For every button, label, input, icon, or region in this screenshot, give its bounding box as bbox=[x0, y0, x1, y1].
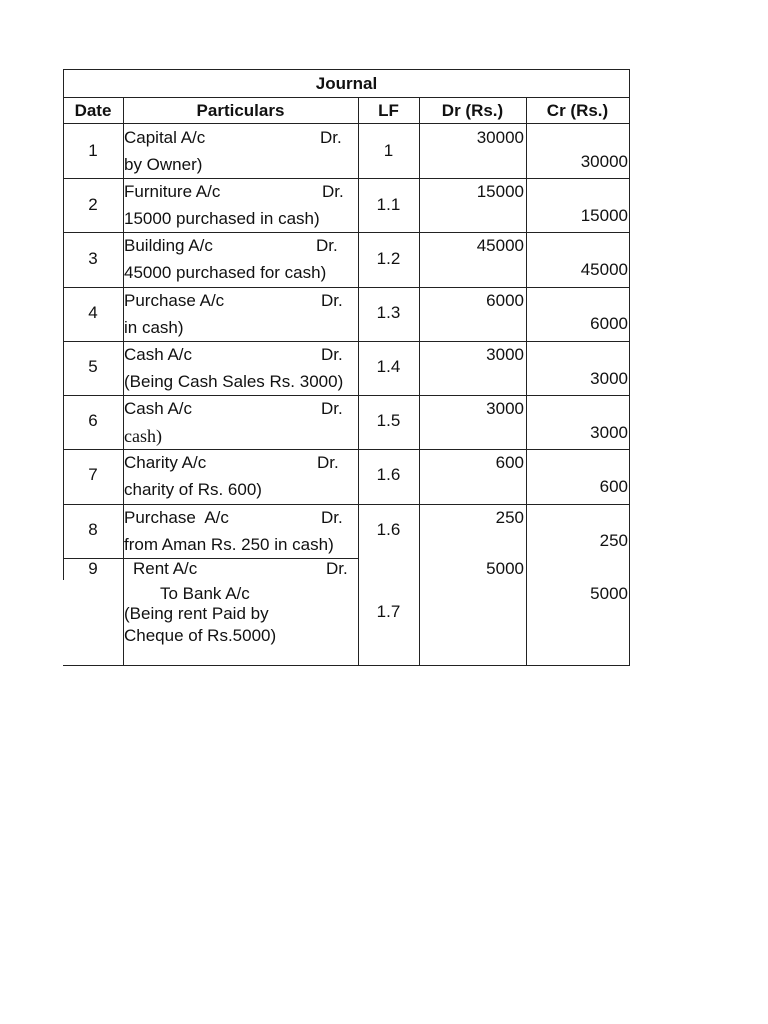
entry-cr-amount: 3000 bbox=[590, 369, 628, 388]
entry-narration: (Being Cash Sales Rs. 3000) bbox=[124, 372, 344, 391]
table-border-right bbox=[629, 69, 630, 666]
entry-lf: 1.2 bbox=[376, 249, 401, 268]
entry-date: 4 bbox=[88, 303, 98, 322]
title-row-divider bbox=[63, 97, 630, 98]
entry-date: 3 bbox=[88, 249, 98, 268]
entry-date: 9 bbox=[88, 559, 98, 578]
journal-title: Journal bbox=[315, 74, 378, 93]
entry-dr-mark: Dr. bbox=[321, 345, 343, 364]
entry-lf: 1.3 bbox=[376, 303, 401, 322]
entry-dr-amount: 3000 bbox=[486, 399, 524, 418]
entry-dr-amount: 3000 bbox=[486, 345, 524, 364]
header-date: Date bbox=[74, 101, 112, 120]
entry-account: Purchase A/c bbox=[124, 291, 225, 310]
entry-narration: (Being rent Paid by bbox=[124, 604, 269, 623]
entry-dr-mark: Dr. bbox=[321, 508, 343, 527]
header-lf: LF bbox=[378, 101, 399, 120]
entry-dr-amount: 15000 bbox=[476, 182, 524, 201]
entry-lf: 1.5 bbox=[376, 411, 401, 430]
entry-narration: 45000 purchased for cash) bbox=[124, 263, 327, 282]
table-border-bottom bbox=[63, 665, 630, 666]
entry-narration: 15000 purchased in cash) bbox=[124, 209, 320, 228]
row-divider bbox=[63, 178, 630, 179]
entry-dr-mark: Dr. bbox=[316, 236, 338, 255]
entry-lf: 1.4 bbox=[376, 357, 401, 376]
row-divider bbox=[63, 504, 630, 505]
entry-cr-amount: 6000 bbox=[590, 314, 628, 333]
entry-cr-amount: 600 bbox=[599, 477, 628, 496]
entry-date: 5 bbox=[88, 357, 98, 376]
entry-account: Furniture A/c bbox=[124, 182, 221, 201]
header-row-divider bbox=[63, 123, 630, 124]
entry-cr-amount: 3000 bbox=[590, 423, 628, 442]
entry-dr-amount: 5000 bbox=[486, 559, 524, 578]
entry-account: Charity A/c bbox=[124, 453, 207, 472]
entry-dr-amount: 30000 bbox=[476, 128, 524, 147]
entry-dr-mark: Dr. bbox=[326, 559, 348, 578]
row-divider bbox=[63, 341, 630, 342]
entry-narration: by Owner) bbox=[124, 155, 203, 174]
entry-lf: 1.1 bbox=[376, 195, 401, 214]
entry-dr-mark: Dr. bbox=[320, 128, 342, 147]
entry-account: Building A/c bbox=[124, 236, 213, 255]
entry-dr-amount: 45000 bbox=[476, 236, 524, 255]
entry-dr-amount: 6000 bbox=[486, 291, 524, 310]
header-dr: Dr (Rs.) bbox=[441, 101, 504, 120]
entry-cr-amount: 250 bbox=[599, 531, 628, 550]
entry-account: Cash A/c bbox=[124, 345, 193, 364]
entry-narration: in cash) bbox=[124, 318, 184, 337]
row-divider bbox=[63, 232, 630, 233]
entry-lf: 1 bbox=[383, 141, 394, 160]
particulars-column-divider bbox=[358, 97, 359, 666]
entry-account: Rent A/c bbox=[133, 559, 198, 578]
entry-date: 2 bbox=[88, 195, 98, 214]
entry-cr-amount: 15000 bbox=[580, 206, 628, 225]
entry-cr-amount: 5000 bbox=[590, 584, 628, 603]
entry-lf: 1.6 bbox=[376, 520, 401, 539]
entry-dr-mark: Dr. bbox=[322, 182, 344, 201]
entry-lf: 1.7 bbox=[376, 602, 401, 621]
entry-dr-mark: Dr. bbox=[321, 291, 343, 310]
entry-date: 7 bbox=[88, 465, 98, 484]
entry-account: Purchase A/c bbox=[124, 508, 229, 527]
header-particulars: Particulars bbox=[196, 101, 285, 120]
header-cr: Cr (Rs.) bbox=[546, 101, 609, 120]
entry-dr-amount: 250 bbox=[495, 508, 524, 527]
entry-narration: cash) bbox=[124, 426, 162, 446]
entry-date: 8 bbox=[88, 520, 98, 539]
entry-narration: Cheque of Rs.5000) bbox=[124, 626, 277, 645]
row-divider bbox=[63, 449, 630, 450]
entry-dr-amount: 600 bbox=[495, 453, 524, 472]
entry-narration: charity of Rs. 600) bbox=[124, 480, 262, 499]
entry-cr-amount: 45000 bbox=[580, 260, 628, 279]
entry-account: Capital A/c bbox=[124, 128, 206, 147]
entry-dr-mark: Dr. bbox=[317, 453, 339, 472]
entry-dr-mark: Dr. bbox=[321, 399, 343, 418]
row-divider bbox=[63, 287, 630, 288]
entry-date: 1 bbox=[88, 141, 98, 160]
entry-credit-account: To Bank A/c bbox=[160, 584, 250, 603]
entry-lf: 1.6 bbox=[376, 465, 401, 484]
table-border-top bbox=[63, 69, 630, 70]
entry-cr-amount: 30000 bbox=[580, 152, 628, 171]
entry-narration: from Aman Rs. 250 in cash) bbox=[124, 535, 334, 554]
entry-account: Cash A/c bbox=[124, 399, 193, 418]
entry-date: 6 bbox=[88, 411, 98, 430]
row-divider bbox=[63, 395, 630, 396]
